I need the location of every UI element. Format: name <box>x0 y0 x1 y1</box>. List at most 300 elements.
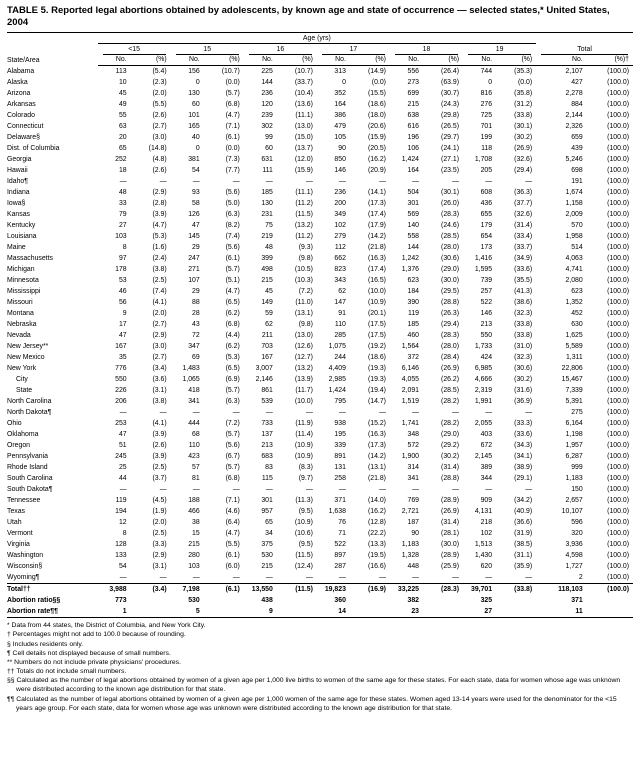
percent-cell: (100.0) <box>607 90 629 98</box>
count-cell: 68 <box>192 431 200 439</box>
percent-cell: (20.9) <box>367 167 386 175</box>
count-cell: 2,080 <box>565 277 583 285</box>
count-cell: 399 <box>261 255 273 263</box>
count-cell: 164 <box>407 167 419 175</box>
count-cell: 4,063 <box>565 255 583 263</box>
percent-cell <box>134 606 171 618</box>
percent-cell: (0.0) <box>371 79 386 87</box>
state-cell: Idaho¶ <box>7 178 28 186</box>
percent-cell: (100.0) <box>607 167 629 175</box>
percent-cell: (29.0) <box>441 431 460 439</box>
count-cell: 498 <box>261 266 273 274</box>
percent-cell: (30.2) <box>441 453 460 461</box>
percent-cell <box>499 606 536 618</box>
count-cell: 4,409 <box>328 365 346 373</box>
count-cell: 58 <box>192 200 200 208</box>
count-cell: 5,589 <box>565 343 583 351</box>
percent-cell: (2.7) <box>152 123 167 131</box>
percent-cell: (20.1) <box>367 310 386 318</box>
count-cell: 816 <box>480 90 493 98</box>
percent-cell: (2.9) <box>152 189 167 197</box>
count-cell: 257 <box>480 288 493 296</box>
count-cell: 59 <box>265 310 273 318</box>
table-row <box>7 319 633 330</box>
table-row <box>7 154 633 165</box>
state-cell: Rhode Island <box>7 464 48 472</box>
count-cell: 156 <box>188 68 200 76</box>
count-cell: 133 <box>115 552 127 560</box>
percent-cell: (6.3) <box>225 398 240 406</box>
count-cell: 999 <box>571 464 583 472</box>
footnote: ¶ Cell details not displayed because of small numbers. <box>7 649 171 657</box>
percent-cell: (6.4) <box>225 519 240 527</box>
state-cell: Oregon <box>7 442 30 450</box>
count-cell: 1,991 <box>474 398 493 406</box>
percent-cell: (100.0) <box>607 156 629 164</box>
state-cell: Missouri <box>7 299 33 307</box>
count-cell: 773 <box>115 597 127 605</box>
count-cell: 188 <box>188 497 200 505</box>
count-cell: 215 <box>261 563 273 571</box>
count-cell: 245 <box>115 453 127 461</box>
percent-cell: (100.0) <box>607 519 629 527</box>
count-cell: 83 <box>265 464 273 472</box>
count-cell: 213 <box>261 442 273 450</box>
percent-cell: (31.0) <box>514 343 533 351</box>
table-row <box>7 561 633 572</box>
table-row <box>7 396 633 407</box>
count-cell: 698 <box>571 167 583 175</box>
count-cell: 54 <box>192 167 200 175</box>
count-cell: 1,183 <box>401 541 419 549</box>
count-cell: 439 <box>571 145 583 153</box>
count-cell: 572 <box>407 442 419 450</box>
percent-cell: (13.7) <box>294 145 313 153</box>
count-cell: — <box>192 574 200 582</box>
count-cell: 438 <box>261 597 273 605</box>
percent-cell: (28.3) <box>441 332 460 340</box>
count-cell: 79 <box>118 211 127 219</box>
count-cell: 569 <box>407 211 419 219</box>
table-row <box>7 198 633 209</box>
state-cell: South Dakota¶ <box>7 486 53 494</box>
percent-cell: — <box>159 574 167 582</box>
percent-cell: (13.9) <box>294 376 313 384</box>
state-cell: Arizona <box>7 90 31 98</box>
table-row <box>7 275 633 286</box>
percent-cell: (17.4) <box>367 211 386 219</box>
state-cell: Texas <box>7 508 25 516</box>
count-cell: 372 <box>407 354 419 362</box>
percent-cell: (100.0) <box>607 530 629 538</box>
percent-cell: (34.2) <box>514 497 533 505</box>
percent-cell: (29.7) <box>441 134 460 142</box>
footnote: § Includes residents only. <box>7 640 84 648</box>
percent-cell: (6.8) <box>225 101 240 109</box>
percent-cell: (2.3) <box>152 79 167 87</box>
count-cell: 390 <box>407 299 419 307</box>
count-cell: 701 <box>480 123 493 131</box>
percent-cell: (100.0) <box>607 475 629 483</box>
percent-cell: (23.5) <box>441 167 460 175</box>
table-row <box>7 539 633 550</box>
total-no-header: No. <box>536 55 590 66</box>
percent-cell <box>499 595 536 606</box>
count-cell: 213 <box>480 321 493 329</box>
percent-cell: (5.5) <box>152 101 167 109</box>
percent-cell: (18.6) <box>367 354 386 362</box>
percent-cell: (5.4) <box>152 68 167 76</box>
count-cell: 119 <box>115 497 127 505</box>
count-cell: 5 <box>171 606 207 618</box>
percent-cell: (6.1) <box>225 255 240 263</box>
percent-cell: (13.1) <box>367 464 386 472</box>
count-cell: 29 <box>192 244 200 252</box>
state-cell: Maine <box>7 244 26 252</box>
percent-cell <box>353 595 390 606</box>
percent-cell: (33.8) <box>514 321 533 329</box>
percent-cell: (4.8) <box>152 156 167 164</box>
state-cell: Iowa§ <box>7 200 26 208</box>
count-cell: 2,009 <box>565 211 583 219</box>
count-cell: 2,721 <box>401 508 419 516</box>
count-cell: 46 <box>118 288 127 296</box>
percent-cell: (27.1) <box>441 156 460 164</box>
count-cell: 403 <box>480 431 493 439</box>
percent-cell: — <box>525 409 533 417</box>
state-cell: Kansas <box>7 211 30 219</box>
count-cell: 211 <box>261 332 273 340</box>
percent-cell: (33.8) <box>514 332 533 340</box>
percent-cell: (29.4) <box>441 321 460 329</box>
percent-cell: (3.3) <box>152 541 167 549</box>
count-cell: 184 <box>407 288 419 296</box>
percent-cell: (16.2) <box>367 156 386 164</box>
percent-cell: (100.0) <box>607 508 629 516</box>
state-cell: New York <box>7 365 37 373</box>
count-cell: 550 <box>115 376 127 384</box>
percent-cell: (31.2) <box>514 101 533 109</box>
count-cell: 558 <box>407 233 419 241</box>
count-cell: 44 <box>118 475 127 483</box>
percent-cell: (6.3) <box>225 211 240 219</box>
count-cell: 17 <box>118 321 127 329</box>
percent-cell: (35.8) <box>514 90 533 98</box>
count-cell: 795 <box>334 398 346 406</box>
count-cell: 1,198 <box>565 431 583 439</box>
count-cell: 47 <box>118 431 127 439</box>
percent-cell: (100.0) <box>607 398 629 406</box>
percent-cell: (14.7) <box>367 398 386 406</box>
percent-cell: — <box>159 178 167 186</box>
count-cell: 1,958 <box>565 233 583 241</box>
count-cell: 522 <box>480 299 493 307</box>
table-row <box>7 187 633 198</box>
percent-cell: (18.0) <box>367 112 386 120</box>
percent-cell: (16.9) <box>353 584 390 596</box>
percent-cell: (12.4) <box>294 563 313 571</box>
percent-cell: (17.9) <box>367 222 386 230</box>
percent-cell: (38.6) <box>514 299 533 307</box>
percent-cell: (3.1) <box>152 387 167 395</box>
count-cell: 120 <box>261 101 273 109</box>
count-cell: 200 <box>334 200 346 208</box>
percent-cell: (5.7) <box>225 431 240 439</box>
percent-cell: (6.5) <box>225 365 240 373</box>
count-cell: 23 <box>390 606 426 618</box>
count-cell: 341 <box>188 398 200 406</box>
percent-cell: (11.5) <box>295 552 313 560</box>
count-cell: — <box>412 574 419 582</box>
count-cell: 103 <box>188 563 200 571</box>
percent-cell: (3.8) <box>152 398 167 406</box>
count-cell: 479 <box>334 123 346 131</box>
count-cell: 608 <box>480 189 493 197</box>
percent-cell: (22.2) <box>367 530 386 538</box>
count-cell: 1,564 <box>401 343 419 351</box>
percent-cell: (30.0) <box>441 277 460 285</box>
percent-cell: (28.4) <box>441 354 460 362</box>
count-cell: 360 <box>334 597 346 605</box>
percent-cell: (100.0) <box>607 266 629 274</box>
count-cell: 739 <box>480 277 493 285</box>
percent-cell: (100.0) <box>607 574 629 582</box>
count-cell: 2,278 <box>565 90 583 98</box>
count-cell: 389 <box>480 464 493 472</box>
table-row <box>7 506 633 517</box>
pct-header: (%) <box>426 55 463 66</box>
count-cell: 861 <box>261 387 273 395</box>
percent-cell: (2.5) <box>152 464 167 472</box>
count-cell: 733 <box>261 420 273 428</box>
count-cell: 165 <box>188 123 200 131</box>
count-cell: 167 <box>115 343 127 351</box>
percent-cell: (10.6) <box>294 530 313 538</box>
table-row <box>7 352 633 363</box>
percent-cell: (20.6) <box>367 123 386 131</box>
state-cell: North Carolina <box>7 398 52 406</box>
count-cell: — <box>265 409 273 417</box>
state-cell: Indiana <box>7 189 30 197</box>
percent-cell: — <box>379 178 386 186</box>
percent-cell: (33.7) <box>514 244 533 252</box>
count-cell: — <box>339 574 346 582</box>
no-header: No. <box>317 55 353 66</box>
count-cell: — <box>265 574 273 582</box>
count-cell: 39,701 <box>463 584 499 596</box>
count-cell: 2,055 <box>474 420 493 428</box>
percent-cell: — <box>159 409 167 417</box>
count-cell: 40 <box>192 134 200 142</box>
table-row <box>7 341 633 352</box>
count-cell: 34 <box>265 530 273 538</box>
count-cell: — <box>265 178 273 186</box>
count-cell: 45 <box>118 90 127 98</box>
table-row <box>7 385 633 396</box>
percent-cell: (17.3) <box>367 442 386 450</box>
count-cell: 460 <box>407 332 419 340</box>
count-cell: 48 <box>265 244 273 252</box>
count-cell: 10 <box>118 79 127 87</box>
count-cell: 301 <box>261 497 273 505</box>
percent-cell: (9.3) <box>298 244 313 252</box>
percent-cell: (7.7) <box>225 167 240 175</box>
count-cell: 60 <box>192 101 200 109</box>
percent-cell: (21.8) <box>367 475 386 483</box>
table-row <box>7 264 633 275</box>
percent-cell: (4.7) <box>225 288 240 296</box>
count-cell: 195 <box>334 431 346 439</box>
count-cell: 371 <box>334 497 346 505</box>
count-cell: 10,107 <box>561 508 583 516</box>
percent-cell: (2.0) <box>152 519 167 527</box>
count-cell: — <box>485 574 493 582</box>
percent-cell <box>426 606 463 618</box>
count-cell: 302 <box>261 123 273 131</box>
footnote: † Percentages might not add to 100.0 because of rounding. <box>7 631 186 639</box>
percent-cell: (40.9) <box>514 508 533 516</box>
percent-cell: (9.5) <box>298 541 313 549</box>
percent-cell: (17.3) <box>367 200 386 208</box>
percent-cell: (36.9) <box>514 398 533 406</box>
percent-cell: (7.1) <box>225 123 240 131</box>
count-cell: 101 <box>188 112 200 120</box>
percent-cell: (10.7) <box>221 68 240 76</box>
state-cell: Delaware§ <box>7 134 40 142</box>
percent-cell: (5.7) <box>225 90 240 98</box>
count-cell: 112 <box>334 244 346 252</box>
percent-cell: (30.6) <box>514 365 533 373</box>
count-cell: 48 <box>118 189 127 197</box>
count-cell: 1,741 <box>401 420 419 428</box>
count-cell: 105 <box>334 134 346 142</box>
count-cell: 215 <box>407 101 419 109</box>
count-cell: 1,424 <box>328 387 346 395</box>
count-cell: 55 <box>118 112 127 120</box>
table-header <box>7 32 633 66</box>
count-cell: 0 <box>195 79 200 87</box>
percent-cell: (25.9) <box>441 563 460 571</box>
count-cell: 4,131 <box>474 508 493 516</box>
count-cell: 90 <box>338 145 346 153</box>
percent-cell: (100.0) <box>607 552 629 560</box>
state-cell: Washington <box>7 552 44 560</box>
percent-cell: (36.3) <box>514 189 533 197</box>
percent-cell: (6.5) <box>225 299 240 307</box>
percent-cell: (100.0) <box>607 486 629 494</box>
percent-cell: (12.7) <box>294 354 313 362</box>
percent-cell: (5.5) <box>225 541 240 549</box>
percent-cell: (10.9) <box>294 453 313 461</box>
count-cell: 47 <box>192 222 200 230</box>
percent-cell: (5.7) <box>225 387 240 395</box>
count-cell: 504 <box>407 189 419 197</box>
count-cell: 683 <box>261 453 273 461</box>
percent-cell: (2.9) <box>152 552 167 560</box>
count-cell: 218 <box>480 519 493 527</box>
count-cell: 2,146 <box>255 376 273 384</box>
count-cell: 0 <box>342 79 346 87</box>
pct-header: (%) <box>353 55 390 66</box>
count-cell: 119 <box>408 310 419 318</box>
percent-cell: — <box>232 486 240 494</box>
count-cell: 769 <box>407 497 419 505</box>
state-cell: Massachusetts <box>7 255 53 263</box>
count-cell: 226 <box>115 387 127 395</box>
percent-cell: (3.9) <box>152 431 167 439</box>
percent-cell: (35.5) <box>514 277 533 285</box>
percent-cell: (14.8) <box>148 145 167 153</box>
table-row <box>7 110 633 121</box>
col-group-16: 16 <box>244 43 317 55</box>
count-cell: 76 <box>338 519 346 527</box>
count-cell: 91 <box>338 310 346 318</box>
state-cell: Hawaii <box>7 167 28 175</box>
count-cell: 776 <box>115 365 127 373</box>
count-cell: 1,727 <box>565 563 583 571</box>
percent-cell: (19.4) <box>367 387 386 395</box>
percent-cell: (30.2) <box>514 134 533 142</box>
percent-cell: (6.2) <box>225 343 240 351</box>
percent-cell: (11.7) <box>295 387 313 395</box>
percent-cell: (3.7) <box>152 475 167 483</box>
state-cell: Dist. of Columbia <box>7 145 60 153</box>
percent-cell: (41.3) <box>514 288 533 296</box>
percent-cell <box>426 595 463 606</box>
percent-cell: (7.1) <box>225 497 240 505</box>
count-cell: 285 <box>334 332 346 340</box>
count-cell: 164 <box>334 101 346 109</box>
count-cell: 550 <box>480 332 493 340</box>
count-cell: 662 <box>334 255 346 263</box>
count-cell: 659 <box>571 134 583 142</box>
percent-cell: (7.4) <box>225 233 240 241</box>
count-cell: — <box>119 178 127 186</box>
percent-cell: (2.5) <box>152 530 167 538</box>
table-row <box>7 286 633 297</box>
count-cell: 253 <box>115 420 127 428</box>
percent-cell: (15.2) <box>367 420 386 428</box>
count-cell: 110 <box>334 321 346 329</box>
count-cell: 130 <box>261 200 273 208</box>
percent-cell: (2.8) <box>152 200 167 208</box>
col-group-total: Total <box>536 43 633 55</box>
state-cell: Utah <box>7 519 22 527</box>
percent-cell: (100.0) <box>607 178 629 186</box>
count-cell: 386 <box>334 112 346 120</box>
percent-cell: (63.9) <box>441 79 460 87</box>
count-cell: 938 <box>334 420 346 428</box>
count-cell: 3,988 <box>98 584 134 596</box>
percent-cell: (29.5) <box>441 288 460 296</box>
count-cell: 49 <box>118 101 127 109</box>
count-cell: 113 <box>115 68 127 76</box>
count-cell: 33,225 <box>390 584 426 596</box>
count-cell: 620 <box>480 563 493 571</box>
percent-cell: (29.8) <box>441 112 460 120</box>
percent-cell: (100.0) <box>607 189 629 197</box>
count-cell: 69 <box>192 354 200 362</box>
percent-cell: (100.0) <box>607 354 629 362</box>
percent-cell: (6.0) <box>225 563 240 571</box>
count-cell: 15,467 <box>561 376 583 384</box>
count-cell: 1,957 <box>565 442 583 450</box>
count-cell: 703 <box>261 343 273 351</box>
percent-cell: (10.7) <box>294 68 313 76</box>
percent-cell: (30.0) <box>441 541 460 549</box>
count-cell: 93 <box>192 189 200 197</box>
count-cell: 111 <box>262 167 273 175</box>
